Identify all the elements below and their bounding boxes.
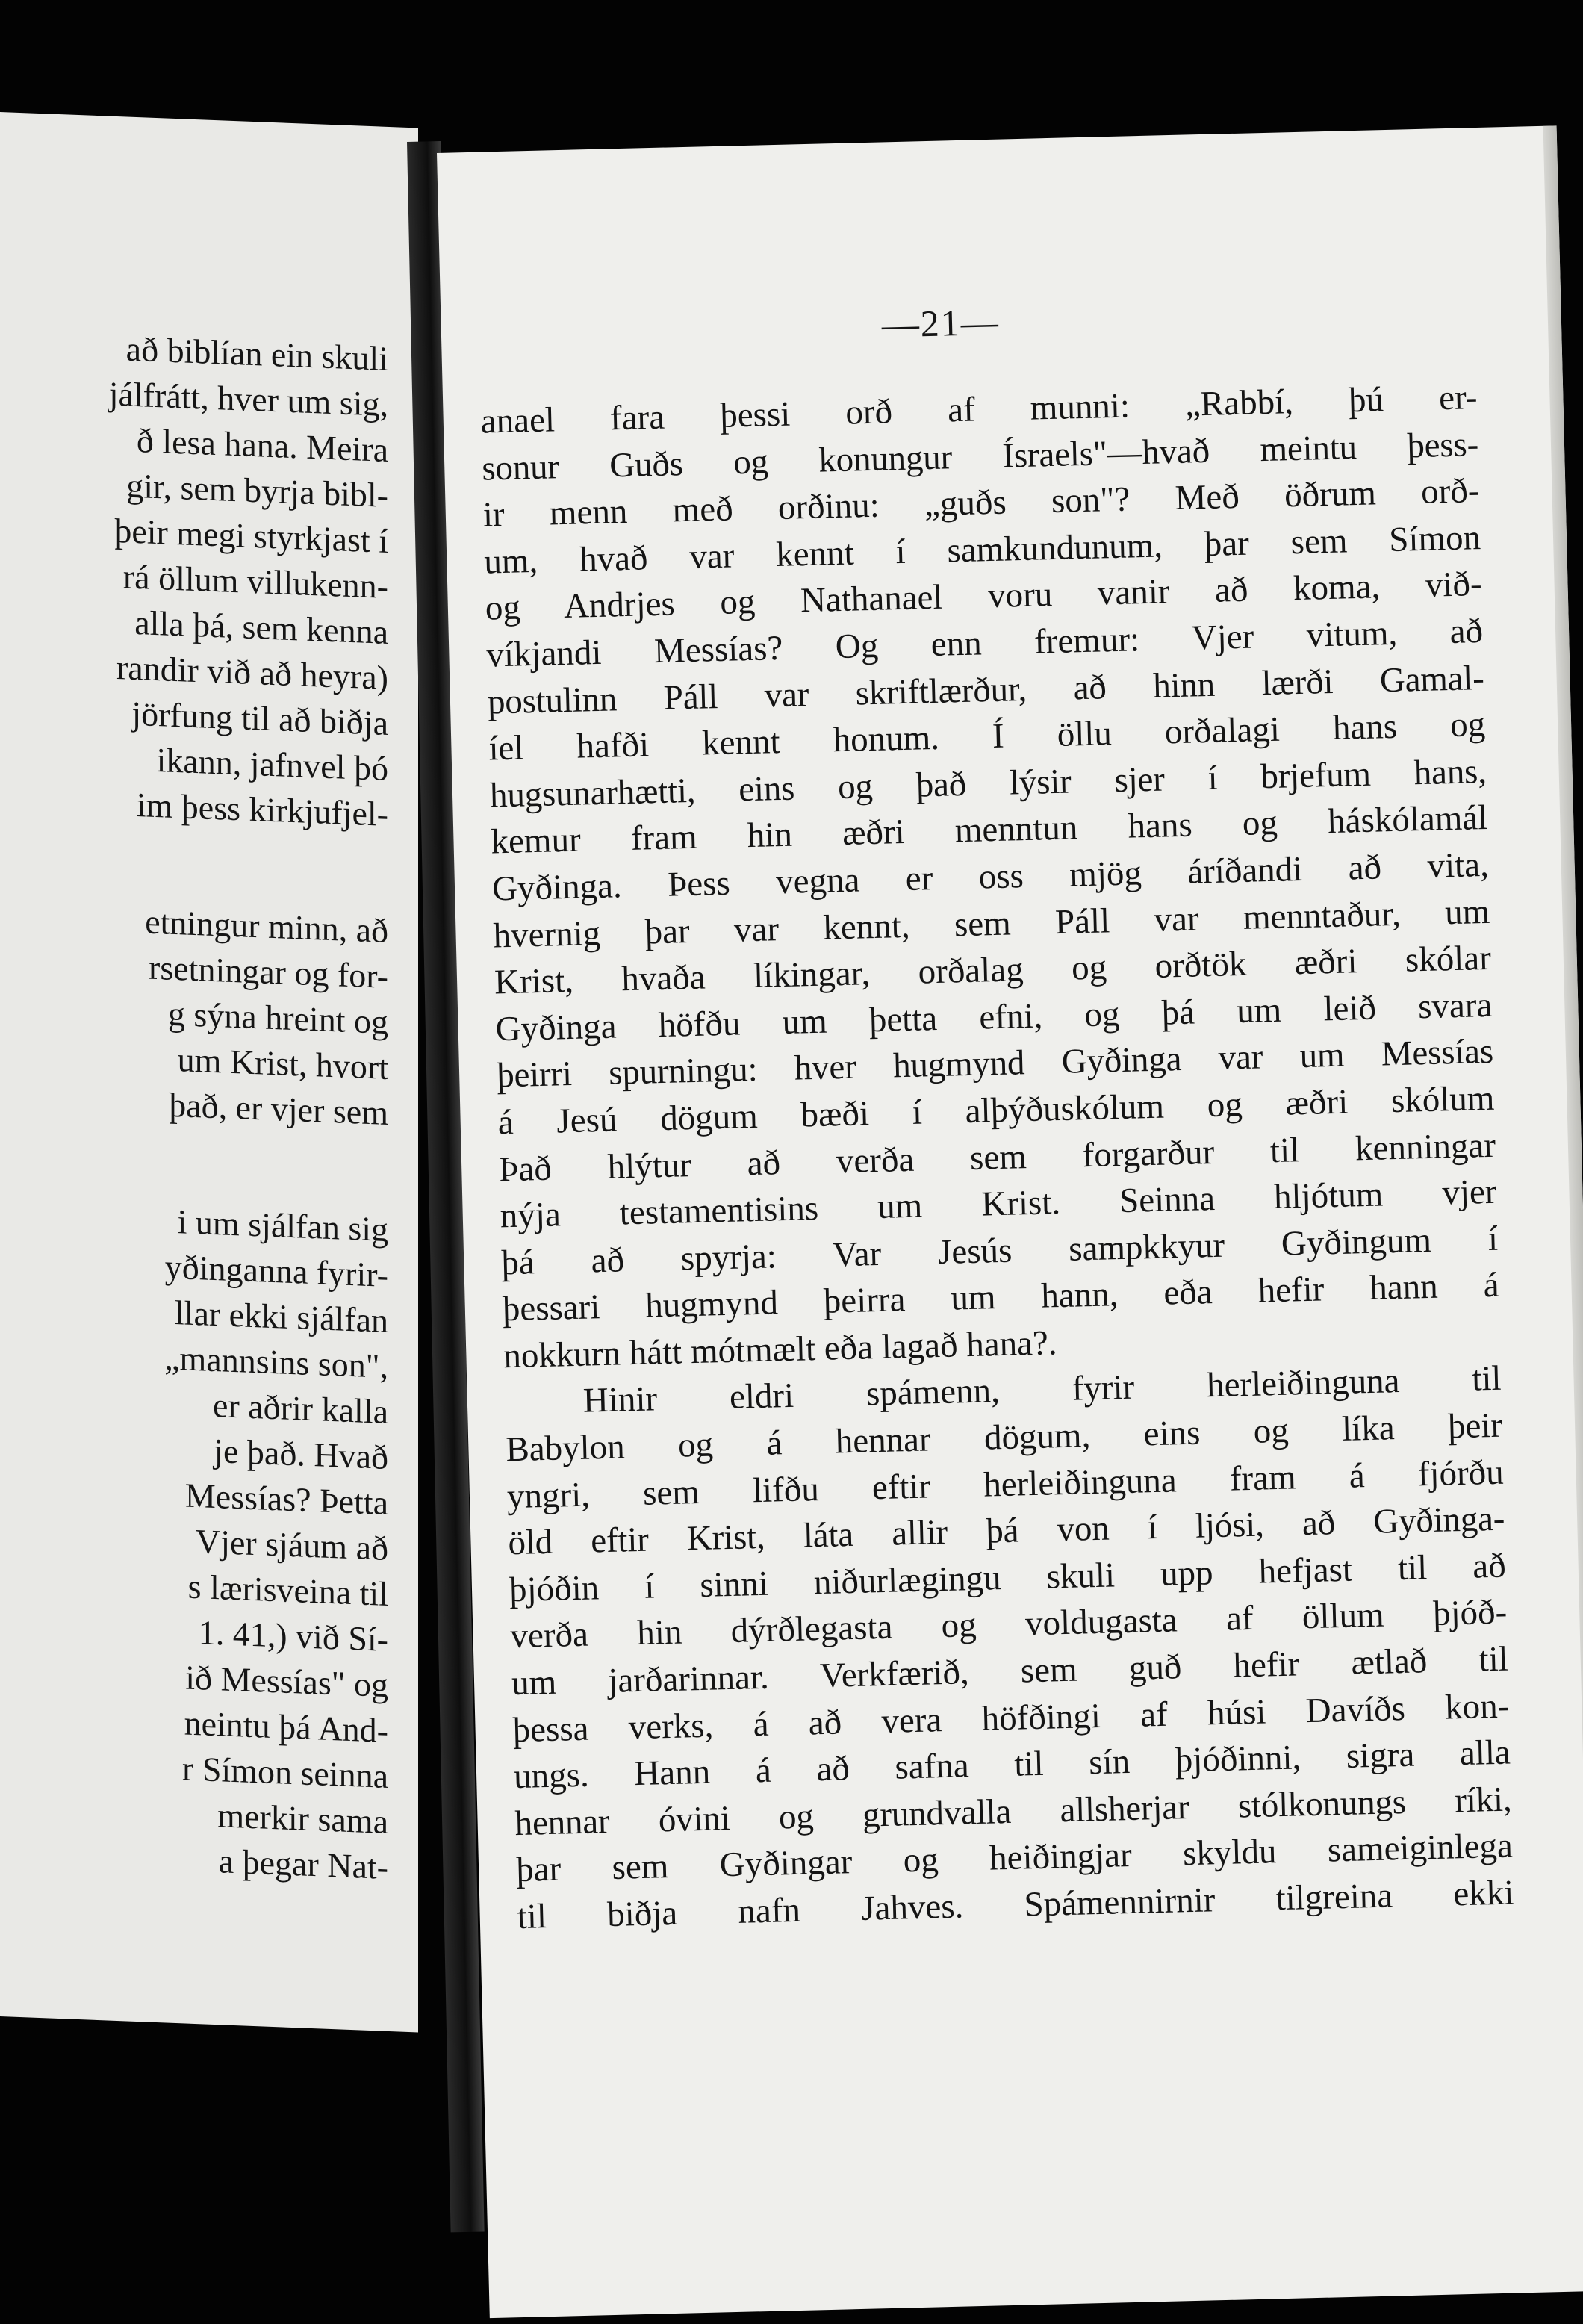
left-line: 1. 41,) við Sí- [198,1613,388,1659]
left-line: ið Messías" og [185,1658,388,1704]
text-line: þá að spyrja: Var Jesús sampkkyur Gyðingum í [500,1219,1499,1283]
text-line: þessari hugmynd þeirra um hann, eða hefir hann á [502,1265,1500,1329]
text-line: Hinir eldri spámenn, fyrir herleiðinguna til [582,1359,1502,1421]
text-line: til biðja nafn Jahves. Spámennirnir tilgreina ekki [517,1873,1514,1937]
left-line: im þess kirkjufjel- [136,786,388,833]
left-line: rá öllum villukenn- [122,557,388,606]
text-line: á Jesú dögum bæði í alþýðuskólum og æðri skólum [497,1078,1495,1143]
text-line: um jarðarinnar. Verkfærið, sem guð hefir ætlað til [511,1639,1509,1703]
left-line: að biblían ein skuli [125,329,388,378]
left-line: er aðrir kalla [213,1385,388,1431]
text-line: verða hin dýrðlegasta og voldugasta af öllum þjóð- [509,1593,1508,1656]
text-line: anael fara þessi orð af munni: „Rabbí, þú er- [480,378,1478,441]
right-page [437,125,1583,2318]
left-line: s lærisveina til [187,1567,388,1613]
text-line: hennar óvini og grundvalla allsherjar stólkonungs ríki, [514,1780,1512,1843]
text-line: Gyðinga. Þess vegna er oss mjög áríðandi að vita, [491,845,1490,909]
text-line: víkjandi Messías? Og enn fremur: Vjer vitum, að [485,611,1484,675]
text-line: íel hafði kennt honum. Í öllu orðalagi hans og [488,705,1486,768]
left-line: i um sjálfan sig [177,1202,388,1249]
left-line: jörfung til að biðja [131,694,388,742]
left-page-text [0,319,388,1890]
left-line: g sýna hreint og [167,994,388,1041]
left-line: r Símon seinna [182,1749,388,1795]
text-line: nokkurn hátt mótmælt eða lagað hana?. [503,1323,1058,1376]
text-line: postulinn Páll var skriftlærður, að hinn lærði Gamal- [487,658,1485,722]
text-line: öld eftir Krist, láta allir þá von í ljósi, að Gyðinga- [507,1499,1505,1563]
left-line: randir við að heyra) [116,647,388,697]
left-line: yðinganna fyrir- [164,1247,388,1294]
left-line: llar ekki sjálfan [174,1293,388,1340]
left-line: merkir sama [217,1796,388,1841]
left-line: ikann, jafnvel þó [156,741,388,788]
page-edge [1543,125,1583,2291]
text-line: sonur Guðs og konungur Ísraels"—hvað meintu þess- [481,424,1479,488]
text-line: yngri, sem lifðu eftir herleiðinguna fram á fjórðu [506,1452,1505,1516]
left-line: Vjer sjáum að [195,1522,388,1568]
text-line: ir menn með orðinu: „guðs son"? Með öðrum orð- [482,471,1481,535]
left-line: jálfrátt, hver um sig, [108,374,388,423]
left-line: alla þá, sem kenna [134,603,388,651]
text-line: Það hlýtur að verða sem forgarður til kenningar [498,1125,1496,1189]
left-line: þeir megi styrkjast í [114,511,388,560]
text-line: Babylon og á hennar dögum, eins og líka þeir [505,1405,1503,1470]
left-page [0,112,418,2033]
text-line: og Andrjes og Nathanael voru vanir að koma, við- [485,565,1483,628]
text-line: Gyðinga höfðu um þetta efni, og þá um leið svara [495,985,1493,1049]
left-line: etningur minn, að [145,902,388,950]
left-line: neintu þá And- [184,1703,388,1750]
left-line: það, er vjer sem [169,1085,388,1132]
left-line: je það. Hvað [214,1431,388,1476]
text-line: Krist, hvaða líkingar, orðalag og orðtök æðri skólar [494,938,1492,1002]
page-number: —21— [881,300,1001,346]
text-line: þessa verks, á að vera höfðingi af húsi Davíðs kon- [511,1686,1510,1750]
text-line: hugsunarhætti, eins og það lýsir sjer í brjefum hans, [489,751,1487,815]
text-line: ungs. Hann á að safna til sín þjóðinni, sigra alla [513,1733,1511,1797]
text-line: þeirri spurningu: hver hugmynd Gyðinga var um Messías [496,1032,1494,1096]
left-line: a þegar Nat- [218,1842,388,1886]
left-line: um Krist, hvort [177,1040,388,1087]
left-line: „mannsins son", [164,1338,388,1385]
text-line: nýja testamentisins um Krist. Seinna hljótum vjer [500,1172,1498,1236]
text-line: um, hvað var kennt í samkundunum, þar sem Símon [483,518,1481,582]
page-body-text [480,374,1514,1941]
text-line: þjóðin í sinni niðurlægingu skuli upp hefjast til að [509,1546,1507,1610]
left-line: Messías? Þetta [184,1476,388,1522]
left-line: rsetningar og for- [149,948,388,995]
left-line: gir, sem byrja bibl- [126,466,388,515]
left-line: ð lesa hana. Meira [136,421,388,469]
text-line: þar sem Gyðingar og heiðingjar skyldu sameiginlega [515,1826,1514,1890]
text-line: hvernig þar var kennt, sem Páll var menntaður, um [492,892,1490,955]
text-line: kemur fram hin æðri menntun hans og háskólamál [490,798,1488,862]
